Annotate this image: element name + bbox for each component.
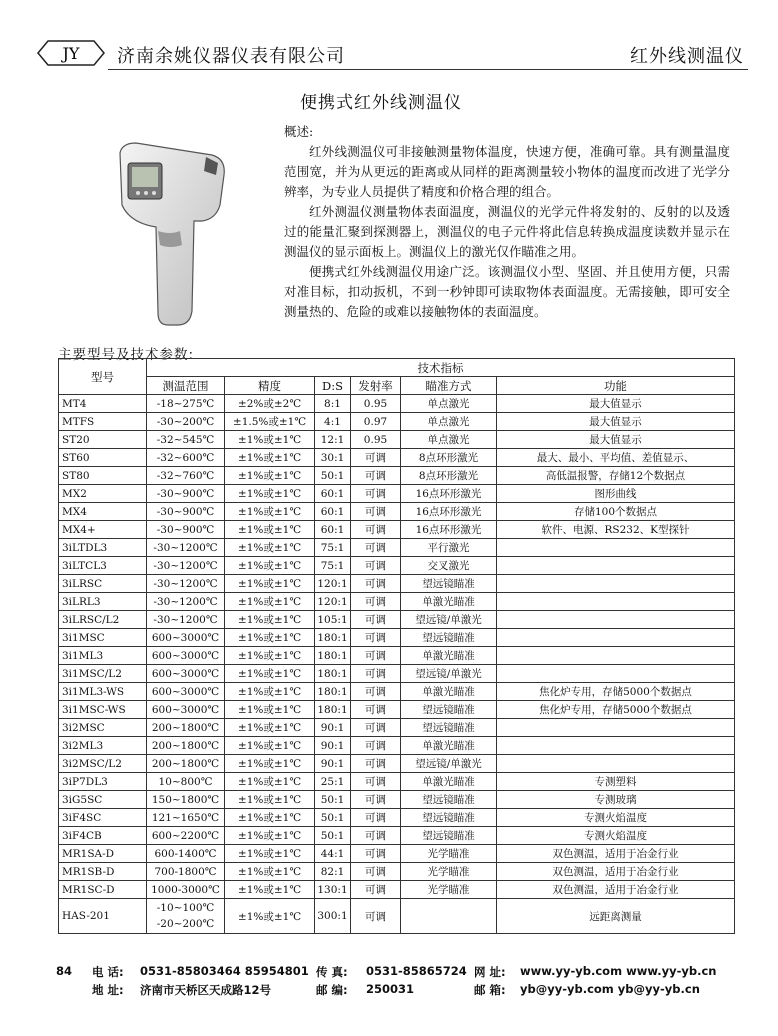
cell-range: -30~1200℃ bbox=[147, 539, 225, 557]
cell-model: ST80 bbox=[59, 467, 147, 485]
cell-aim: 望远镜/单激光 bbox=[401, 665, 497, 683]
cell-accuracy: ±1.5%或±1℃ bbox=[225, 413, 315, 431]
cell-emissivity: 可调 bbox=[351, 755, 401, 773]
cell-function: 最大值显示 bbox=[497, 395, 735, 413]
cell-ds: 60:1 bbox=[315, 521, 351, 539]
cell-emissivity: 可调 bbox=[351, 899, 401, 934]
cell-ds: 25:1 bbox=[315, 773, 351, 791]
cell-aim: 单激光瞄准 bbox=[401, 683, 497, 701]
cell-accuracy: ±1%或±1℃ bbox=[225, 791, 315, 809]
cell-emissivity: 可调 bbox=[351, 719, 401, 737]
cell-ds: 105:1 bbox=[315, 611, 351, 629]
cell-model: 3iLRSC/L2 bbox=[59, 611, 147, 629]
overview-paragraph: 红外测温仪测量物体表面温度，测温仪的光学元件将发射的、反射的以及透过的能量汇聚到探测器上，测温仪的电子元件将此信息转换成温度读数并显示在测温仪的显示面板上。测温仪上的激光仅作瞄准之用。 bbox=[284, 204, 730, 259]
cell-function bbox=[497, 557, 735, 575]
spec-table bbox=[58, 358, 735, 934]
cell-function: 专测塑料 bbox=[497, 773, 735, 791]
cell-aim: 16点环形激光 bbox=[401, 485, 497, 503]
cell-emissivity: 可调 bbox=[351, 827, 401, 845]
cell-ds: 300:1 bbox=[315, 899, 351, 934]
cell-accuracy: ±1%或±1℃ bbox=[225, 593, 315, 611]
cell-ds: 75:1 bbox=[315, 539, 351, 557]
cell-range: -32~600℃ bbox=[147, 449, 225, 467]
svg-text:JY: JY bbox=[62, 44, 80, 63]
cell-accuracy: ±1%或±1℃ bbox=[225, 449, 315, 467]
cell-emissivity: 可调 bbox=[351, 449, 401, 467]
cell-ds: 180:1 bbox=[315, 647, 351, 665]
cell-function bbox=[497, 755, 735, 773]
cell-model: 3iLRSC bbox=[59, 575, 147, 593]
table-row bbox=[59, 881, 735, 899]
cell-aim: 单点激光 bbox=[401, 395, 497, 413]
cell-range: 200~1800℃ bbox=[147, 737, 225, 755]
table-row bbox=[59, 629, 735, 647]
spec-section-title: 主要型号及技术参数: bbox=[58, 347, 195, 363]
cell-model: 3i1MSC bbox=[59, 629, 147, 647]
cell-accuracy: ±1%或±1℃ bbox=[225, 701, 315, 719]
cell-model: ST20 bbox=[59, 431, 147, 449]
cell-range: 600-1400℃ bbox=[147, 845, 225, 863]
table-row bbox=[59, 395, 735, 413]
cell-ds: 60:1 bbox=[315, 503, 351, 521]
tel-value: 0531-85803464 85954801 bbox=[140, 964, 309, 978]
cell-emissivity: 0.95 bbox=[351, 395, 401, 413]
cell-function: 最大值显示 bbox=[497, 413, 735, 431]
cell-function: 最大值显示 bbox=[497, 431, 735, 449]
cell-range: -30~900℃ bbox=[147, 503, 225, 521]
cell-accuracy: ±1%或±1℃ bbox=[225, 431, 315, 449]
tel-label: 电 话: bbox=[92, 965, 124, 979]
cell-model: MX4 bbox=[59, 503, 147, 521]
cell-ds: 30:1 bbox=[315, 449, 351, 467]
cell-model: MX4+ bbox=[59, 521, 147, 539]
cell-function bbox=[497, 593, 735, 611]
cell-model: 3iLTCL3 bbox=[59, 557, 147, 575]
cell-emissivity: 可调 bbox=[351, 881, 401, 899]
cell-range: -30~1200℃ bbox=[147, 575, 225, 593]
table-row bbox=[59, 827, 735, 845]
cell-function: 双色测温，适用于冶金行业 bbox=[497, 881, 735, 899]
table-row bbox=[59, 701, 735, 719]
overview-heading: 概述: bbox=[284, 124, 314, 139]
header-accuracy: 精度 bbox=[225, 377, 315, 395]
cell-aim: 光学瞄准 bbox=[401, 845, 497, 863]
cell-emissivity: 可调 bbox=[351, 503, 401, 521]
cell-function: 双色测温，适用于冶金行业 bbox=[497, 863, 735, 881]
table-row bbox=[59, 449, 735, 467]
cell-aim: 单激光瞄准 bbox=[401, 593, 497, 611]
cell-model: 3iP7DL3 bbox=[59, 773, 147, 791]
cell-function: 专测玻璃 bbox=[497, 791, 735, 809]
table-row bbox=[59, 791, 735, 809]
cell-accuracy: ±1%或±1℃ bbox=[225, 629, 315, 647]
cell-aim: 望远镜瞄准 bbox=[401, 809, 497, 827]
cell-function: 高低温报警，存储12个数据点 bbox=[497, 467, 735, 485]
cell-accuracy: ±1%或±1℃ bbox=[225, 773, 315, 791]
cell-ds: 12:1 bbox=[315, 431, 351, 449]
cell-function: 焦化炉专用，存储5000个数据点 bbox=[497, 683, 735, 701]
table-row bbox=[59, 647, 735, 665]
cell-function: 远距离测量 bbox=[497, 899, 735, 934]
cell-emissivity: 可调 bbox=[351, 863, 401, 881]
fax-label: 传 真: bbox=[316, 965, 348, 979]
header-tech-spec: 技术指标 bbox=[147, 359, 735, 377]
cell-ds: 50:1 bbox=[315, 809, 351, 827]
cell-emissivity: 可调 bbox=[351, 593, 401, 611]
table-row bbox=[59, 485, 735, 503]
table-row bbox=[59, 665, 735, 683]
cell-emissivity: 可调 bbox=[351, 557, 401, 575]
cell-range: 600~2200℃ bbox=[147, 827, 225, 845]
cell-range: 600~3000℃ bbox=[147, 683, 225, 701]
cell-ds: 180:1 bbox=[315, 629, 351, 647]
cell-aim: 16点环形激光 bbox=[401, 521, 497, 539]
cell-range: 10~800℃ bbox=[147, 773, 225, 791]
cell-ds: 120:1 bbox=[315, 575, 351, 593]
cell-range: -32~760℃ bbox=[147, 467, 225, 485]
cell-model: MR1SA-D bbox=[59, 845, 147, 863]
company-logo bbox=[36, 40, 106, 66]
table-row bbox=[59, 593, 735, 611]
cell-ds: 75:1 bbox=[315, 557, 351, 575]
cell-ds: 50:1 bbox=[315, 791, 351, 809]
cell-aim: 8点环形激光 bbox=[401, 467, 497, 485]
cell-ds: 130:1 bbox=[315, 881, 351, 899]
table-row bbox=[59, 467, 735, 485]
cell-aim: 望远镜瞄准 bbox=[401, 701, 497, 719]
cell-range: -30~1200℃ bbox=[147, 593, 225, 611]
address-label: 地 址: bbox=[92, 983, 124, 997]
cell-emissivity: 0.95 bbox=[351, 431, 401, 449]
cell-accuracy: ±1%或±1℃ bbox=[225, 521, 315, 539]
cell-ds: 120:1 bbox=[315, 593, 351, 611]
cell-aim: 望远镜瞄准 bbox=[401, 827, 497, 845]
cell-emissivity: 可调 bbox=[351, 773, 401, 791]
cell-ds: 90:1 bbox=[315, 755, 351, 773]
cell-ds: 4:1 bbox=[315, 413, 351, 431]
cell-range: -30~1200℃ bbox=[147, 557, 225, 575]
cell-function bbox=[497, 629, 735, 647]
page-number: 84 bbox=[56, 964, 73, 978]
header-function: 功能 bbox=[497, 377, 735, 395]
cell-ds: 44:1 bbox=[315, 845, 351, 863]
cell-aim: 单激光瞄准 bbox=[401, 773, 497, 791]
table-row bbox=[59, 863, 735, 881]
cell-range: 121~1650℃ bbox=[147, 809, 225, 827]
cell-emissivity: 可调 bbox=[351, 575, 401, 593]
cell-range: 600~3000℃ bbox=[147, 701, 225, 719]
cell-model: 3iG5SC bbox=[59, 791, 147, 809]
cell-aim: 望远镜瞄准 bbox=[401, 575, 497, 593]
cell-aim: 16点环形激光 bbox=[401, 503, 497, 521]
cell-emissivity: 可调 bbox=[351, 647, 401, 665]
cell-function: 专测火焰温度 bbox=[497, 827, 735, 845]
table-row bbox=[59, 575, 735, 593]
cell-function: 软件、电源、RS232、K型探针 bbox=[497, 521, 735, 539]
zip-value: 250031 bbox=[366, 982, 415, 996]
page-title: 便携式红外线测温仪 bbox=[300, 93, 462, 113]
cell-accuracy: ±1%或±1℃ bbox=[225, 467, 315, 485]
cell-function bbox=[497, 737, 735, 755]
cell-model: 3i1MSC/L2 bbox=[59, 665, 147, 683]
cell-emissivity: 可调 bbox=[351, 485, 401, 503]
cell-ds: 50:1 bbox=[315, 467, 351, 485]
cell-accuracy: ±1%或±1℃ bbox=[225, 665, 315, 683]
web-value: www.yy-yb.com www.yy-yb.cn bbox=[520, 964, 717, 978]
product-category: 红外线测温仪 bbox=[630, 46, 744, 67]
cell-function bbox=[497, 647, 735, 665]
cell-accuracy: ±1%或±1℃ bbox=[225, 719, 315, 737]
cell-model: MX2 bbox=[59, 485, 147, 503]
cell-accuracy: ±1%或±1℃ bbox=[225, 755, 315, 773]
cell-aim: 单点激光 bbox=[401, 413, 497, 431]
cell-range: 200~1800℃ bbox=[147, 755, 225, 773]
cell-emissivity: 可调 bbox=[351, 665, 401, 683]
cell-function bbox=[497, 719, 735, 737]
cell-range: -30~1200℃ bbox=[147, 611, 225, 629]
thermometer-gun-image bbox=[110, 135, 240, 335]
cell-accuracy: ±1%或±1℃ bbox=[225, 827, 315, 845]
fax-value: 0531-85865724 bbox=[366, 964, 467, 978]
cell-ds: 180:1 bbox=[315, 701, 351, 719]
spec-table-body bbox=[59, 395, 735, 899]
cell-accuracy: ±1%或±1℃ bbox=[225, 863, 315, 881]
cell-model: 3i2ML3 bbox=[59, 737, 147, 755]
cell-function: 双色测温，适用于冶金行业 bbox=[497, 845, 735, 863]
cell-function bbox=[497, 611, 735, 629]
table-row bbox=[59, 683, 735, 701]
cell-ds: 90:1 bbox=[315, 737, 351, 755]
table-row bbox=[59, 521, 735, 539]
table-row bbox=[59, 845, 735, 863]
cell-model: 3i2MSC bbox=[59, 719, 147, 737]
cell-ds: 90:1 bbox=[315, 719, 351, 737]
table-row bbox=[59, 557, 735, 575]
cell-aim: 望远镜/单激光 bbox=[401, 755, 497, 773]
cell-accuracy: ±2%或±2℃ bbox=[225, 395, 315, 413]
cell-aim: 单激光瞄准 bbox=[401, 647, 497, 665]
cell-model: 3i2MSC/L2 bbox=[59, 755, 147, 773]
cell-model: 3i1MSC-WS bbox=[59, 701, 147, 719]
cell-accuracy: ±1%或±1℃ bbox=[225, 683, 315, 701]
cell-emissivity: 可调 bbox=[351, 467, 401, 485]
header-range: 测温范围 bbox=[147, 377, 225, 395]
cell-model: MR1SB-D bbox=[59, 863, 147, 881]
cell-accuracy: ±1%或±1℃ bbox=[225, 809, 315, 827]
table-row bbox=[59, 413, 735, 431]
cell-accuracy: ±1%或±1℃ bbox=[225, 611, 315, 629]
cell-emissivity: 可调 bbox=[351, 809, 401, 827]
page-header bbox=[0, 0, 778, 75]
cell-aim: 望远镜/单激光 bbox=[401, 611, 497, 629]
cell-aim: 单点激光 bbox=[401, 431, 497, 449]
web-label: 网 址: bbox=[474, 965, 506, 979]
cell-emissivity: 0.97 bbox=[351, 413, 401, 431]
cell-aim: 8点环形激光 bbox=[401, 449, 497, 467]
cell-range: 600~3000℃ bbox=[147, 647, 225, 665]
table-row bbox=[59, 737, 735, 755]
header-rule bbox=[108, 69, 748, 70]
cell-aim: 单激光瞄准 bbox=[401, 737, 497, 755]
email-value: yb@yy-yb.com yb@yy-yb.cn bbox=[520, 982, 700, 996]
cell-aim: 望远镜瞄准 bbox=[401, 629, 497, 647]
cell-emissivity: 可调 bbox=[351, 791, 401, 809]
cell-accuracy: ±1%或±1℃ bbox=[225, 539, 315, 557]
cell-ds: 50:1 bbox=[315, 827, 351, 845]
overview-paragraph: 便携式红外线测温仪用途广泛。该测温仪小型、坚固、并且使用方便，只需对准目标，扣动扳机，不到一秒钟即可读取物体表面温度。无需接触，即可安全测量热的、危险的或难以接触物体的表面温度。 bbox=[284, 264, 730, 319]
cell-aim: 光学瞄准 bbox=[401, 863, 497, 881]
cell-accuracy: ±1%或±1℃ bbox=[225, 575, 315, 593]
cell-aim: 望远镜瞄准 bbox=[401, 719, 497, 737]
header-emissivity: 发射率 bbox=[351, 377, 401, 395]
cell-model: MR1SC-D bbox=[59, 881, 147, 899]
cell-range: -18~275℃ bbox=[147, 395, 225, 413]
email-label: 邮 箱: bbox=[474, 983, 506, 997]
cell-range: 1000-3000℃ bbox=[147, 881, 225, 899]
cell-function bbox=[497, 539, 735, 557]
range-line: -10~100℃ bbox=[156, 902, 215, 914]
cell-ds: 180:1 bbox=[315, 665, 351, 683]
cell-aim bbox=[401, 899, 497, 934]
cell-function: 最大、最小、平均值、差值显示、 bbox=[497, 449, 735, 467]
cell-aim: 望远镜瞄准 bbox=[401, 791, 497, 809]
cell-emissivity: 可调 bbox=[351, 737, 401, 755]
cell-range: 600~3000℃ bbox=[147, 629, 225, 647]
header-aim: 瞄准方式 bbox=[401, 377, 497, 395]
cell-model: 3iF4CB bbox=[59, 827, 147, 845]
cell-function: 专测火焰温度 bbox=[497, 809, 735, 827]
cell-aim: 平行激光 bbox=[401, 539, 497, 557]
header-ds: D:S bbox=[315, 377, 351, 395]
cell-emissivity: 可调 bbox=[351, 611, 401, 629]
cell-ds: 60:1 bbox=[315, 485, 351, 503]
cell-model: 3iLRL3 bbox=[59, 593, 147, 611]
cell-ds: 8:1 bbox=[315, 395, 351, 413]
cell-range: 700-1800℃ bbox=[147, 863, 225, 881]
header-model: 型号 bbox=[59, 359, 147, 395]
table-row bbox=[59, 899, 735, 934]
zip-label: 邮 编: bbox=[316, 983, 348, 997]
company-name: 济南余姚仪器仪表有限公司 bbox=[117, 46, 345, 67]
overview-paragraph: 红外线测温仪可非接触测量物体温度，快速方便，准确可靠。具有测量温度范围宽，并为从更远的距离或从同样的距离测量较小物体的温度而改进了光学分辨率，为专业人员提供了精度和价格合理的组合。 bbox=[284, 144, 730, 199]
cell-accuracy: ±1%或±1℃ bbox=[225, 845, 315, 863]
cell-model: 3i1ML3 bbox=[59, 647, 147, 665]
cell-function: 图形曲线 bbox=[497, 485, 735, 503]
table-row bbox=[59, 809, 735, 827]
cell-range: 200~1800℃ bbox=[147, 719, 225, 737]
cell-aim: 交叉激光 bbox=[401, 557, 497, 575]
cell-accuracy: ±1%或±1℃ bbox=[225, 485, 315, 503]
table-row bbox=[59, 539, 735, 557]
cell-emissivity: 可调 bbox=[351, 845, 401, 863]
cell-function bbox=[497, 665, 735, 683]
cell-ds: 82:1 bbox=[315, 863, 351, 881]
cell-range bbox=[147, 899, 225, 934]
cell-emissivity: 可调 bbox=[351, 683, 401, 701]
overview-section bbox=[284, 122, 730, 322]
cell-function: 焦化炉专用，存储5000个数据点 bbox=[497, 701, 735, 719]
cell-accuracy: ±1%或±1℃ bbox=[225, 737, 315, 755]
cell-model: 3i1ML3-WS bbox=[59, 683, 147, 701]
cell-range: 600~3000℃ bbox=[147, 665, 225, 683]
cell-model: ST60 bbox=[59, 449, 147, 467]
table-row bbox=[59, 611, 735, 629]
cell-range: -30~900℃ bbox=[147, 521, 225, 539]
cell-model: 3iF4SC bbox=[59, 809, 147, 827]
cell-accuracy: ±1%或±1℃ bbox=[225, 503, 315, 521]
cell-aim: 光学瞄准 bbox=[401, 881, 497, 899]
cell-function bbox=[497, 575, 735, 593]
cell-emissivity: 可调 bbox=[351, 701, 401, 719]
cell-range: -30~200℃ bbox=[147, 413, 225, 431]
table-row bbox=[59, 773, 735, 791]
cell-range: -30~900℃ bbox=[147, 485, 225, 503]
cell-range: 150~1800℃ bbox=[147, 791, 225, 809]
cell-ds: 180:1 bbox=[315, 683, 351, 701]
range-line: -20~200℃ bbox=[156, 918, 215, 930]
table-row bbox=[59, 431, 735, 449]
table-row bbox=[59, 503, 735, 521]
table-row bbox=[59, 755, 735, 773]
cell-accuracy: ±1%或±1℃ bbox=[225, 881, 315, 899]
cell-emissivity: 可调 bbox=[351, 539, 401, 557]
table-row bbox=[59, 719, 735, 737]
cell-function: 存储100个数据点 bbox=[497, 503, 735, 521]
cell-emissivity: 可调 bbox=[351, 521, 401, 539]
cell-model: MTFS bbox=[59, 413, 147, 431]
cell-emissivity: 可调 bbox=[351, 629, 401, 647]
cell-model: MT4 bbox=[59, 395, 147, 413]
cell-range: -32~545℃ bbox=[147, 431, 225, 449]
cell-model: 3iLTDL3 bbox=[59, 539, 147, 557]
cell-model: HAS-201 bbox=[59, 899, 147, 934]
address-value: 济南市天桥区天成路12号 bbox=[140, 983, 272, 997]
cell-accuracy: ±1%或±1℃ bbox=[225, 647, 315, 665]
cell-accuracy: ±1%或±1℃ bbox=[225, 899, 315, 934]
cell-accuracy: ±1%或±1℃ bbox=[225, 557, 315, 575]
